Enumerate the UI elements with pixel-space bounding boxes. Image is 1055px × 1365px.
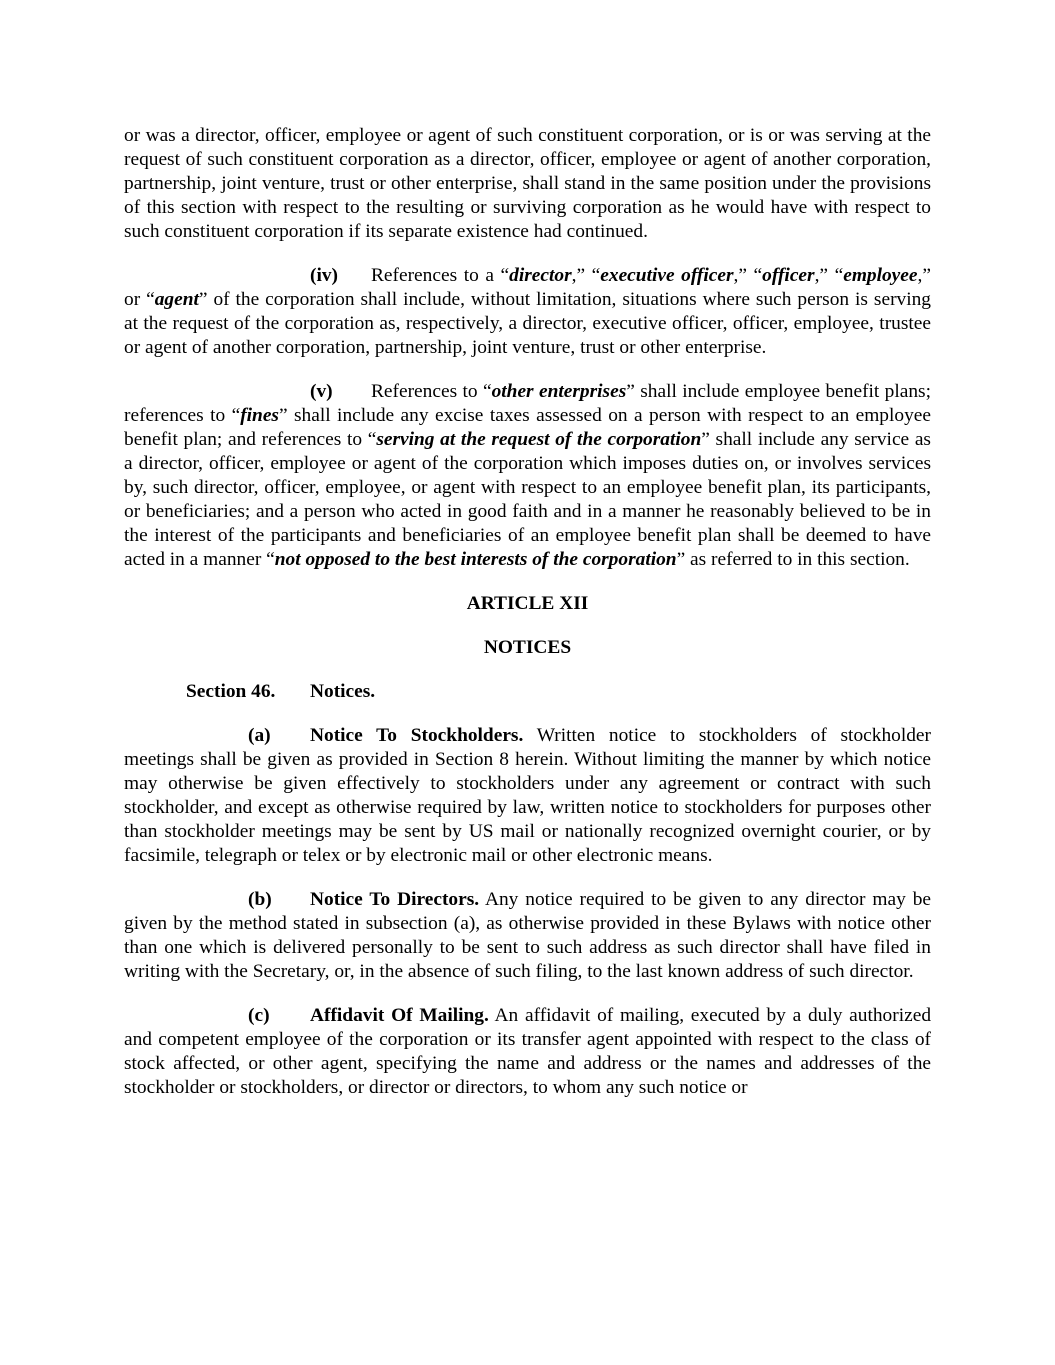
- text-run: ,” “: [733, 265, 763, 286]
- paragraph-number: (b): [248, 889, 272, 910]
- section-label: Section 46.: [186, 681, 276, 702]
- text-run: ” shall include employee benefit plans; references to “: [124, 381, 931, 426]
- defined-term: fines: [240, 405, 279, 426]
- paragraph-text: Any notice required to be given to any director may be given by the method stated in subsection (a), as otherwise provided in these Bylaws with notice other than one which is delivered personally to be sent to such address as such director shall have filed in writing with the Secretary, or, in the absence of such filing, to the last known address of such director.: [124, 889, 931, 982]
- text-run: ” of the corporation shall include, without limitation, situations where such person is serving at the request of the corporation as, respectively, a director, executive officer, officer, employee, trustee or agent of another corporation, partnership, joint venture, trust or other enterprise.: [124, 289, 932, 358]
- paragraph-text: Written notice to stockholders of stockholder meetings shall be given as provided in Section 8 herein. Without limiting the manner by which notice may otherwise be given effectively to stockholders under any agreement or contract with such stockholder, and except as otherwise required by law, written notice to stockholders for purposes other than stockholder meetings may be sent by US mail or nationally recognized overnight courier, or by facsimile, telegraph or telex or by electronic mail or other electronic means.: [124, 725, 931, 866]
- defined-term: employee: [843, 265, 918, 286]
- paragraph-iv: [124, 264, 931, 360]
- defined-term: officer: [762, 265, 815, 286]
- paragraph-number: (iv): [310, 265, 338, 286]
- text-run: ,” or “: [124, 265, 931, 310]
- paragraph-heading: Notice To Stockholders.: [310, 725, 524, 746]
- section-title: Notices.: [310, 681, 376, 702]
- paragraph-c: [124, 1004, 931, 1100]
- document-page: [124, 124, 931, 1120]
- defined-term: other enterprises: [491, 381, 627, 402]
- defined-term: agent: [154, 289, 199, 310]
- paragraph-a: [124, 724, 931, 868]
- text-run: References to “: [371, 381, 492, 402]
- article-title: NOTICES: [483, 637, 572, 658]
- paragraph-v: [124, 380, 931, 572]
- defined-term: serving at the request of the corporation: [376, 429, 702, 450]
- text-run: ” as referred to in this section.: [676, 549, 910, 570]
- paragraph-number: (v): [310, 381, 333, 402]
- paragraph-number: (c): [248, 1005, 270, 1026]
- text-run: ,” “: [814, 265, 844, 286]
- paragraph-heading: Notice To Directors.: [310, 889, 480, 910]
- section-heading: [124, 680, 931, 704]
- text-run: References to a “: [371, 265, 510, 286]
- paragraph-number: (a): [248, 725, 271, 746]
- paragraph-heading: Affidavit Of Mailing.: [310, 1005, 489, 1026]
- paragraph-continued: or was a director, officer, employee or agent of such constituent corporation, or is or was serving at the request of such constituent corporation as a director, officer, employee or agent of another corporation, partnership, joint venture, trust or other enterprise, shall stand in the same position under the provisions of this section with respect to the resulting or surviving corporation as he would have with respect to such constituent corporation if its separate existence had continued.: [124, 125, 931, 242]
- text-run: ,” “: [571, 265, 601, 286]
- paragraph-text: An affidavit of mailing, executed by a duly authorized and competent employee of the corporation or its transfer agent appointed with respect to the class of stock affected, or other agent, specifying the name and address or the names and addresses of the stockholder or stockholders, or director or directors, to whom any such notice or: [124, 1005, 932, 1098]
- defined-term: executive officer: [600, 265, 734, 286]
- defined-term: director: [509, 265, 572, 286]
- article-number: ARTICLE XII: [466, 593, 589, 614]
- text-run: ” shall include any service as a director, officer, employee or agent of the corporation which imposes duties on, or involves services by, such director, officer, employee, or agent with respect to an employee benefit plan, its participants, or beneficiaries; and a person who acted in good faith and in a manner he reasonably believed to be in the interest of the participants and beneficiaries of an employee benefit plan shall be deemed to have acted in a manner “: [124, 429, 931, 570]
- text-run: ” shall include any excise taxes assessed on a person with respect to an employee benefit plan; and references to “: [124, 405, 931, 450]
- defined-term: not opposed to the best interests of the corporation: [274, 549, 677, 570]
- paragraph-b: [124, 888, 931, 984]
